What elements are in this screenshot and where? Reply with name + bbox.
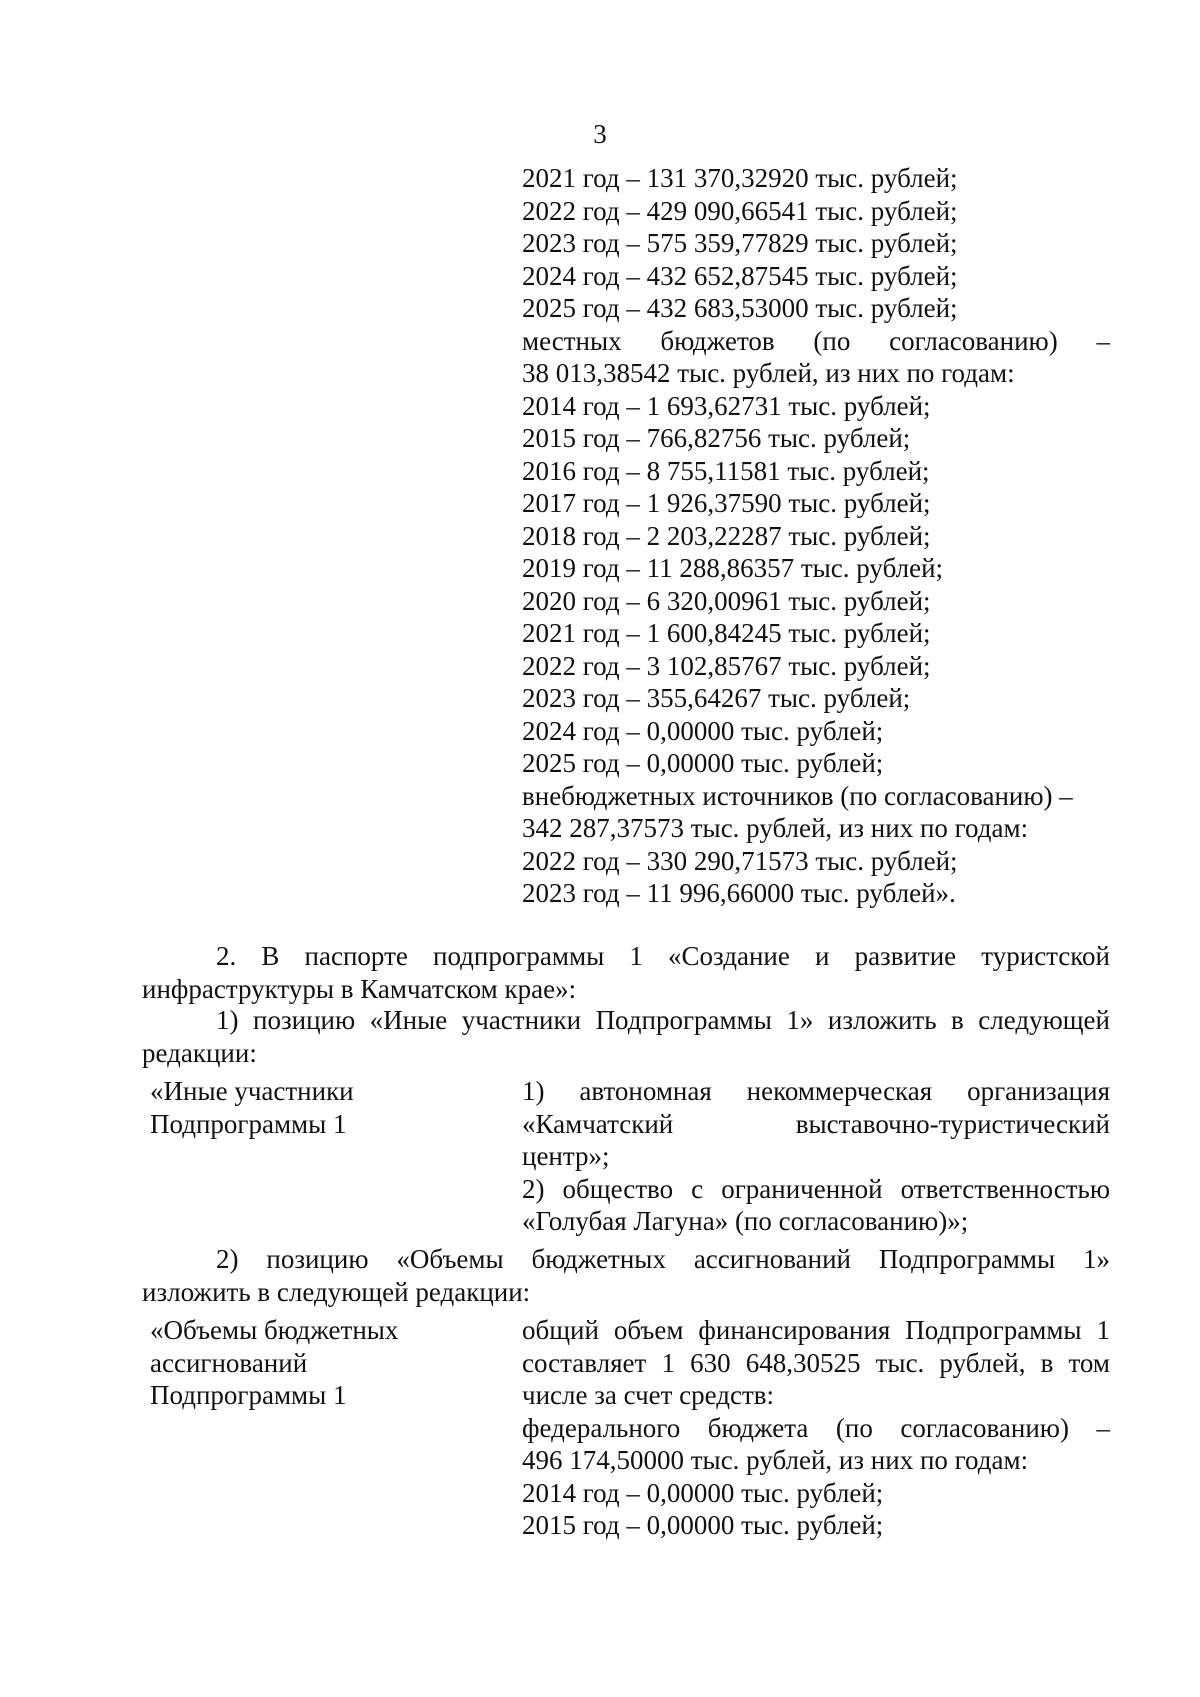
section-2-line-2: инфраструктуры в Камчатском крае»: (142, 973, 577, 1004)
item-1-line-2: редакции: (142, 1037, 257, 1068)
year-line: 2024 год – 432 652,87545 тыс. рублей; (522, 260, 958, 291)
budget-allocations-label (150, 1314, 480, 1412)
budget-allocations-value (522, 1314, 1110, 1542)
budget-value-line: федерального бюджета (по согласованию) – (522, 1412, 1110, 1443)
year-line: 2019 год – 11 288,86357 тыс. рублей; (522, 553, 944, 583)
budget-label-line: ассигнований (150, 1347, 308, 1378)
participants-value-line: 1) автономная некоммерческая организация (522, 1076, 1110, 1106)
year-line: 2024 год – 0,00000 тыс. рублей; (522, 715, 884, 746)
extrabudget-total: 342 287,37573 тыс. рублей, из них по годам: (522, 813, 1029, 843)
year-line: 2015 год – 766,82756 тыс. рублей; (522, 423, 911, 453)
budget-label-line: Подпрограммы 1 (150, 1380, 347, 1410)
local-budget-total: 38 013,38542 тыс. рублей, из них по годам: (522, 358, 1015, 388)
year-line: 2020 год – 6 320,00961 тыс. рублей; (522, 585, 931, 616)
item-1-line-1: 1) позицию «Иные участники Подпрограммы 1» изложить в следующей (216, 1005, 1110, 1035)
participants-value-line: «Камчатский выставочно-туристический (522, 1108, 1110, 1139)
year-line: 2023 год – 575 359,77829 тыс. рублей; (522, 228, 958, 258)
year-line: 2023 год – 11 996,66000 тыс. рублей». (522, 878, 956, 908)
funding-continuation (522, 162, 1110, 910)
year-line: 2025 год – 432 683,53000 тыс. рублей; (522, 293, 958, 323)
participants-value-line: «Голубая Лагуна» (по согласованию)»; (522, 1206, 969, 1236)
participants-value-line: центр»; (522, 1141, 610, 1171)
section-2-paragraph (142, 940, 1110, 1005)
item-2-line-2: изложить в следующей редакции: (142, 1276, 531, 1307)
extrabudget-heading: внебюджетных источников (по согласованию) – (522, 780, 1073, 811)
budget-value-line: 2014 год – 0,00000 тыс. рублей; (522, 1477, 884, 1508)
participants-label (150, 1075, 480, 1140)
year-line: 2014 год – 1 693,62731 тыс. рублей; (522, 390, 931, 421)
budget-value-line: 2015 год – 0,00000 тыс. рублей; (522, 1510, 884, 1540)
budget-value-line: составляет 1 630 648,30525 тыс. рублей, в том (522, 1347, 1110, 1378)
budget-value-line: общий объем финансирования Подпрограммы 1 (522, 1315, 1110, 1345)
year-line: 2022 год – 330 290,71573 тыс. рублей; (522, 845, 958, 876)
budget-label-line: «Объемы бюджетных (150, 1315, 399, 1345)
item-1-paragraph (142, 1004, 1110, 1069)
participants-label-line: Подпрограммы 1 (150, 1108, 347, 1139)
year-line: 2021 год – 1 600,84245 тыс. рублей; (522, 618, 931, 648)
participants-value-line: 2) общество с ограниченной ответственностью (522, 1173, 1110, 1204)
year-line: 2022 год – 3 102,85767 тыс. рублей; (522, 650, 931, 681)
year-line: 2021 год – 131 370,32920 тыс. рублей; (522, 163, 958, 193)
local-budget-heading: местных бюджетов (по согласованию) – (522, 325, 1110, 356)
section-2-line-1: 2. В паспорте подпрограммы 1 «Создание и развитие туристской (216, 941, 1110, 971)
year-line: 2018 год – 2 203,22287 тыс. рублей; (522, 520, 931, 551)
year-line: 2016 год – 8 755,11581 тыс. рублей; (522, 455, 930, 486)
year-line: 2022 год – 429 090,66541 тыс. рублей; (522, 195, 958, 226)
item-2-paragraph (142, 1243, 1110, 1308)
year-line: 2023 год – 355,64267 тыс. рублей; (522, 683, 911, 713)
item-2-line-1: 2) позицию «Объемы бюджетных ассигнований Подпрограммы 1» (216, 1244, 1110, 1274)
budget-value-line: числе за счет средств: (522, 1380, 775, 1410)
budget-value-line: 496 174,50000 тыс. рублей, из них по годам: (522, 1445, 1029, 1475)
year-line: 2025 год – 0,00000 тыс. рублей; (522, 748, 884, 778)
year-line: 2017 год – 1 926,37590 тыс. рублей; (522, 488, 931, 518)
participants-value (522, 1075, 1110, 1238)
page-number: 3 (593, 119, 607, 149)
participants-label-line: «Иные участники (150, 1076, 354, 1106)
